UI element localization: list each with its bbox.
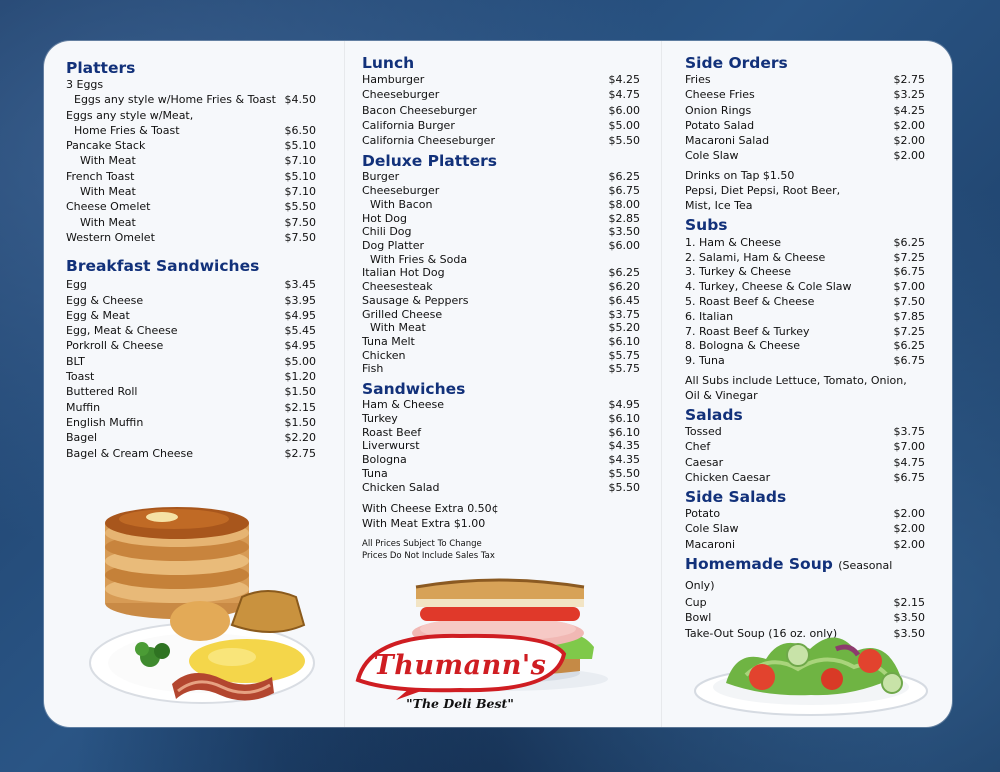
item-name: Porkroll & Cheese bbox=[66, 339, 164, 353]
item-price: $6.75 bbox=[893, 354, 925, 368]
menu-item bbox=[66, 92, 316, 107]
item-name: Cheeseburger bbox=[362, 88, 440, 102]
item-price: $5.50 bbox=[608, 467, 640, 481]
section-title-platters: Platters bbox=[66, 59, 136, 77]
menu-item bbox=[362, 412, 640, 426]
item-price: $7.00 bbox=[893, 440, 925, 454]
item-price: $5.20 bbox=[608, 321, 640, 335]
menu-item bbox=[362, 87, 640, 102]
item-price: $7.25 bbox=[893, 324, 925, 338]
item-price: $7.10 bbox=[284, 154, 316, 168]
item-name: Home Fries & Toast bbox=[74, 123, 180, 137]
column-middle bbox=[362, 54, 640, 562]
fold-line bbox=[661, 41, 662, 727]
menu-item bbox=[685, 439, 925, 454]
item-price: $7.10 bbox=[284, 185, 316, 199]
item-name: Cole Slaw bbox=[685, 149, 739, 163]
item-price: $2.15 bbox=[893, 596, 925, 610]
menu-item bbox=[685, 118, 925, 133]
item-price: $2.00 bbox=[893, 134, 925, 148]
item-name: Muffin bbox=[66, 400, 101, 414]
item-price: $3.45 bbox=[284, 278, 316, 292]
item-name: Fish bbox=[362, 362, 384, 376]
menu-item bbox=[685, 148, 925, 163]
subs-note: Oil & Vinegar bbox=[685, 388, 758, 402]
item-price: $7.85 bbox=[893, 309, 925, 323]
item-price: $2.75 bbox=[284, 446, 316, 460]
menu-item bbox=[362, 118, 640, 133]
menu-item bbox=[66, 77, 316, 92]
menu-item bbox=[362, 225, 640, 239]
section-title-subs: Subs bbox=[685, 215, 728, 234]
menu-item bbox=[685, 280, 925, 295]
item-name: Caesar bbox=[685, 455, 724, 469]
item-name: 4. Turkey, Cheese & Cole Slaw bbox=[685, 280, 852, 294]
item-price: $8.00 bbox=[608, 197, 640, 211]
item-price: $1.20 bbox=[284, 370, 316, 384]
item-name: Egg & Meat bbox=[66, 308, 130, 322]
item-price: $6.20 bbox=[608, 280, 640, 294]
item-price: $6.25 bbox=[608, 266, 640, 280]
item-price: $4.50 bbox=[284, 93, 316, 107]
platters-list bbox=[66, 77, 316, 245]
menu-item bbox=[362, 308, 640, 322]
item-name: Italian Hot Dog bbox=[362, 266, 445, 280]
menu-item bbox=[66, 446, 316, 461]
item-name: Cheesesteak bbox=[362, 280, 433, 294]
item-name: Egg & Cheese bbox=[66, 293, 144, 307]
menu-item bbox=[362, 184, 640, 198]
menu-item bbox=[362, 266, 640, 280]
item-name: With Meat bbox=[370, 321, 426, 335]
drinks-line: Drinks on Tap $1.50 bbox=[685, 168, 795, 182]
price-change-note: All Prices Subject To Change bbox=[362, 538, 482, 549]
item-price: $3.75 bbox=[893, 424, 925, 438]
item-name: 9. Tuna bbox=[685, 354, 725, 368]
item-price: $3.75 bbox=[608, 307, 640, 321]
menu-item bbox=[66, 384, 316, 399]
item-name: Cheese Fries bbox=[685, 88, 755, 102]
item-name: Bacon Cheeseburger bbox=[362, 103, 477, 117]
menu-item bbox=[66, 430, 316, 445]
extra-cheese-note: With Cheese Extra 0.50¢ bbox=[362, 501, 499, 515]
item-name: English Muffin bbox=[66, 415, 144, 429]
item-price: $7.25 bbox=[893, 250, 925, 264]
item-price: $6.10 bbox=[608, 425, 640, 439]
item-name: 5. Roast Beef & Cheese bbox=[685, 294, 815, 308]
item-name: Hamburger bbox=[362, 73, 425, 86]
item-price: $4.95 bbox=[284, 308, 316, 322]
menu-item bbox=[685, 236, 925, 251]
item-price: $5.10 bbox=[284, 139, 316, 153]
lunch-list bbox=[362, 72, 640, 148]
item-price: $2.00 bbox=[893, 118, 925, 132]
item-name: With Bacon bbox=[370, 197, 433, 211]
item-name: With Meat bbox=[80, 215, 136, 229]
item-name: Burger bbox=[362, 170, 400, 184]
item-price: $6.50 bbox=[284, 123, 316, 137]
menu-item bbox=[685, 506, 925, 521]
menu-item bbox=[362, 198, 640, 212]
logo-name: Thumann's bbox=[373, 650, 547, 681]
item-name: Eggs any style w/Meat, bbox=[66, 108, 194, 122]
item-price: $4.95 bbox=[608, 398, 640, 412]
menu-item bbox=[362, 453, 640, 467]
item-price: $2.20 bbox=[284, 431, 316, 445]
item-price: $3.95 bbox=[284, 293, 316, 307]
menu-item bbox=[362, 321, 640, 335]
section-title-side-salads: Side Salads bbox=[685, 488, 787, 507]
menu-item bbox=[685, 87, 925, 102]
item-price: $6.25 bbox=[608, 170, 640, 184]
menu-item bbox=[362, 349, 640, 363]
item-name: Toast bbox=[66, 370, 95, 384]
menu-item bbox=[685, 103, 925, 118]
seasonal-note: (Seasonal Only) bbox=[685, 559, 893, 593]
item-name: With Meat bbox=[80, 185, 136, 199]
extra-meat-note: With Meat Extra $1.00 bbox=[362, 516, 486, 530]
item-price: $4.35 bbox=[608, 439, 640, 453]
item-name: Macaroni Salad bbox=[685, 134, 770, 148]
item-price: $4.35 bbox=[608, 453, 640, 467]
item-name: BLT bbox=[66, 354, 85, 368]
menu-item bbox=[685, 339, 925, 354]
item-price: $6.10 bbox=[608, 334, 640, 348]
item-price: $3.50 bbox=[893, 626, 925, 640]
menu-item bbox=[66, 199, 316, 214]
menu-item bbox=[362, 439, 640, 453]
section-title-lunch: Lunch bbox=[362, 54, 415, 72]
drinks-line: Pepsi, Diet Pepsi, Root Beer, bbox=[685, 183, 841, 197]
menu-item bbox=[66, 108, 316, 123]
menu-item bbox=[362, 253, 640, 267]
menu-item bbox=[362, 335, 640, 349]
menu-item bbox=[362, 133, 640, 148]
item-price: $7.50 bbox=[284, 215, 316, 229]
sandwiches-list bbox=[362, 398, 640, 495]
item-price: $2.00 bbox=[893, 522, 925, 536]
menu-item bbox=[362, 212, 640, 226]
item-price: $7.50 bbox=[284, 230, 316, 244]
menu-item bbox=[685, 325, 925, 340]
item-price: $4.25 bbox=[893, 103, 925, 117]
item-name: Tossed bbox=[685, 424, 722, 438]
menu-item bbox=[362, 239, 640, 253]
item-name: Egg bbox=[66, 278, 87, 292]
section-title-salads: Salads bbox=[685, 405, 743, 424]
item-price: $3.25 bbox=[893, 88, 925, 102]
salads-list bbox=[685, 424, 925, 485]
menu-item bbox=[685, 537, 925, 552]
menu-item bbox=[66, 400, 316, 415]
item-price: $3.50 bbox=[893, 611, 925, 625]
menu-item bbox=[685, 310, 925, 325]
item-name: Liverwurst bbox=[362, 439, 420, 453]
item-name: Ham & Cheese bbox=[362, 398, 444, 412]
menu-item bbox=[66, 354, 316, 369]
item-name: Grilled Cheese bbox=[362, 307, 443, 321]
item-name: Western Omelet bbox=[66, 230, 155, 244]
menu-item bbox=[362, 362, 640, 376]
item-name: California Cheeseburger bbox=[362, 134, 495, 148]
menu-item bbox=[66, 277, 316, 292]
item-name: Chef bbox=[685, 440, 711, 454]
item-price: $4.75 bbox=[608, 88, 640, 102]
menu-item bbox=[685, 354, 925, 369]
item-name: Bagel bbox=[66, 431, 98, 445]
item-name: Chicken Salad bbox=[362, 480, 440, 494]
sales-tax-note: Prices Do Not Include Sales Tax bbox=[362, 550, 495, 561]
menu-item bbox=[66, 230, 316, 245]
menu-item bbox=[66, 215, 316, 230]
menu-item bbox=[66, 153, 316, 168]
item-name: Tuna Melt bbox=[362, 334, 415, 348]
item-price: $4.75 bbox=[893, 455, 925, 469]
subs-list bbox=[685, 236, 925, 369]
menu-item bbox=[685, 265, 925, 280]
section-title-homemade-soup bbox=[685, 555, 925, 595]
menu-item bbox=[362, 280, 640, 294]
menu-item bbox=[685, 521, 925, 536]
item-name: Cup bbox=[685, 596, 707, 610]
fold-line bbox=[344, 41, 345, 727]
item-price: $7.00 bbox=[893, 280, 925, 294]
menu-item bbox=[362, 398, 640, 412]
item-name: Fries bbox=[685, 73, 711, 86]
side-salads-list bbox=[685, 506, 925, 552]
item-name: Cheese Omelet bbox=[66, 200, 151, 214]
item-name: Onion Rings bbox=[685, 103, 752, 117]
item-name: Chili Dog bbox=[362, 225, 412, 239]
menu-item bbox=[685, 295, 925, 310]
item-name: Bologna bbox=[362, 453, 407, 467]
deluxe-list bbox=[362, 170, 640, 376]
item-name: Chicken bbox=[362, 348, 406, 362]
menu-item bbox=[362, 467, 640, 481]
thumanns-logo bbox=[350, 628, 570, 718]
item-name: Macaroni bbox=[685, 537, 736, 551]
item-name: Bowl bbox=[685, 611, 712, 625]
menu-item bbox=[66, 338, 316, 353]
item-price: $4.95 bbox=[284, 339, 316, 353]
item-price: $5.00 bbox=[608, 118, 640, 132]
menu-item bbox=[685, 455, 925, 470]
salad-image bbox=[686, 609, 936, 721]
item-price: $5.50 bbox=[608, 134, 640, 148]
item-price: $5.00 bbox=[284, 354, 316, 368]
item-name: Egg, Meat & Cheese bbox=[66, 324, 178, 338]
item-price: $1.50 bbox=[284, 385, 316, 399]
item-name: Cheeseburger bbox=[362, 184, 440, 198]
item-price: $2.85 bbox=[608, 211, 640, 225]
item-name: 2. Salami, Ham & Cheese bbox=[685, 250, 826, 264]
item-name: Dog Platter bbox=[362, 239, 425, 252]
section-title-breakfast-sandwiches: Breakfast Sandwiches bbox=[66, 257, 260, 276]
item-price: $2.00 bbox=[893, 537, 925, 551]
item-name: Sausage & Peppers bbox=[362, 293, 469, 307]
item-price: $5.75 bbox=[608, 362, 640, 376]
item-name: Roast Beef bbox=[362, 425, 422, 439]
item-price: $3.50 bbox=[608, 225, 640, 239]
menu-item bbox=[685, 424, 925, 439]
soup-title-text: Homemade Soup bbox=[685, 555, 833, 574]
item-name: With Meat bbox=[80, 154, 136, 168]
menu-item bbox=[362, 103, 640, 118]
item-price: $5.75 bbox=[608, 348, 640, 362]
drinks-line: Mist, Ice Tea bbox=[685, 198, 753, 212]
item-price: $6.00 bbox=[608, 239, 640, 252]
item-name: California Burger bbox=[362, 118, 455, 132]
item-price: $7.50 bbox=[893, 294, 925, 308]
item-name: 3. Turkey & Cheese bbox=[685, 265, 792, 279]
item-price: $6.75 bbox=[608, 184, 640, 198]
subs-note: All Subs include Lettuce, Tomato, Onion, bbox=[685, 373, 907, 387]
menu-item bbox=[362, 72, 640, 87]
item-name: 1. Ham & Cheese bbox=[685, 235, 781, 249]
menu-item bbox=[66, 323, 316, 338]
breakfast-plate-image bbox=[82, 479, 318, 709]
menu-item bbox=[362, 481, 640, 495]
section-title-sandwiches: Sandwiches bbox=[362, 380, 466, 399]
column-left bbox=[66, 59, 316, 461]
side-orders-list bbox=[685, 72, 925, 164]
item-name: Take-Out Soup (16 oz. only) bbox=[685, 626, 838, 640]
item-price: $2.00 bbox=[893, 507, 925, 521]
menu-item bbox=[66, 184, 316, 199]
item-price: $5.50 bbox=[608, 480, 640, 494]
item-name: Potato Salad bbox=[685, 118, 755, 132]
item-price: $6.75 bbox=[893, 470, 925, 484]
section-title-deluxe-platters: Deluxe Platters bbox=[362, 152, 497, 171]
item-name: Hot Dog bbox=[362, 211, 407, 225]
item-price: $5.10 bbox=[284, 169, 316, 183]
item-name: French Toast bbox=[66, 169, 135, 183]
menu-item bbox=[66, 138, 316, 153]
column-right bbox=[685, 54, 925, 641]
menu-item bbox=[362, 294, 640, 308]
menu-item bbox=[685, 133, 925, 148]
item-price: $4.25 bbox=[608, 73, 640, 86]
item-price: $6.25 bbox=[893, 235, 925, 249]
item-price: $6.25 bbox=[893, 339, 925, 353]
item-price: $6.00 bbox=[608, 103, 640, 117]
item-name: Turkey bbox=[362, 411, 398, 425]
menu-item bbox=[685, 251, 925, 266]
menu-item bbox=[685, 470, 925, 485]
breakfast-list bbox=[66, 277, 316, 461]
item-name: With Fries & Soda bbox=[370, 252, 468, 266]
item-name: Tuna bbox=[362, 467, 388, 481]
menu-item bbox=[66, 169, 316, 184]
logo-tagline: "The Deli Best" bbox=[406, 696, 514, 711]
item-price: $6.75 bbox=[893, 265, 925, 279]
item-price: $2.00 bbox=[893, 149, 925, 163]
item-name: 7. Roast Beef & Turkey bbox=[685, 324, 810, 338]
menu-item bbox=[66, 415, 316, 430]
menu-item bbox=[66, 369, 316, 384]
item-name: Chicken Caesar bbox=[685, 470, 771, 484]
menu-item bbox=[362, 426, 640, 440]
menu-item bbox=[362, 170, 640, 184]
item-price: $2.75 bbox=[893, 73, 925, 86]
menu-item bbox=[66, 308, 316, 323]
item-name: Pancake Stack bbox=[66, 139, 146, 153]
item-name: Cole Slaw bbox=[685, 522, 739, 536]
menu-sheet bbox=[44, 41, 952, 727]
menu-item bbox=[66, 123, 316, 138]
item-price: $6.10 bbox=[608, 411, 640, 425]
item-price: $5.45 bbox=[284, 324, 316, 338]
item-name: Eggs any style w/Home Fries & Toast bbox=[74, 93, 276, 107]
item-name: Buttered Roll bbox=[66, 385, 138, 399]
item-price: $2.15 bbox=[284, 400, 316, 414]
item-name: Bagel & Cream Cheese bbox=[66, 446, 194, 460]
section-title-side-orders: Side Orders bbox=[685, 54, 788, 72]
item-name: 6. Italian bbox=[685, 309, 734, 323]
item-name: Potato bbox=[685, 507, 721, 521]
item-price: $6.45 bbox=[608, 293, 640, 307]
menu-item bbox=[685, 72, 925, 87]
item-price: $5.50 bbox=[284, 200, 316, 214]
item-price: $1.50 bbox=[284, 415, 316, 429]
menu-item bbox=[66, 293, 316, 308]
item-name: 8. Bologna & Cheese bbox=[685, 339, 801, 353]
item-name: 3 Eggs bbox=[66, 78, 104, 91]
